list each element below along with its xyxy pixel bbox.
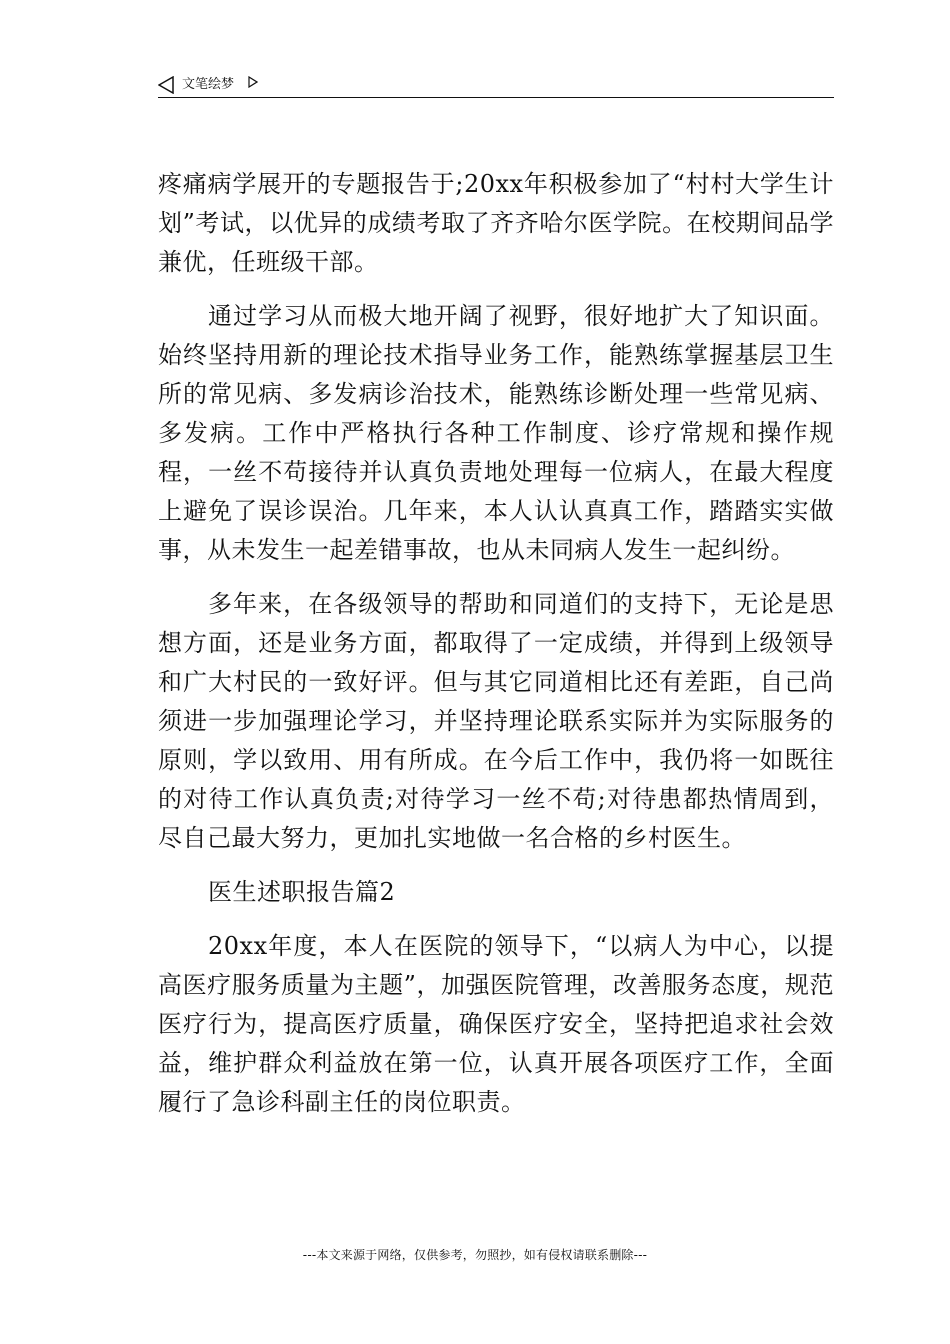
paragraph-3: 多年来，在各级领导的帮助和同道们的支持下，无论是思想方面，还是业务方面，都取得了一定成绩，并得到上级领导和广大村民的一致好评。但与其它同道相比还有差距，自己尚须进一步加强理论学习，并坚持理论联系实际并为实际服务的原则，学以致用、用有所成。在今后工作中，我仍将一如既往的对待工作认真负责;对待学习一丝不苟;对待患都热情周到，尽自己最大努力，更加扎实地做一名合格的乡村医生。 — [158, 590, 834, 852]
page-footer-disclaimer: ---本文来源于网络，仅供参考，勿照抄，如有侵权请联系删除--- — [302, 1248, 648, 1262]
section-heading: 医生述职报告篇2 — [208, 878, 396, 906]
page-header — [158, 74, 834, 98]
header-title: 文笔绘梦 — [182, 77, 235, 92]
header-divider — [158, 97, 834, 98]
paragraph-2: 通过学习从而极大地开阔了视野，很好地扩大了知识面。始终坚持用新的理论技术指导业务工作，能熟练掌握基层卫生所的常见病、多发病诊治技术，能熟练诊断处理一些常见病、多发病。工作中严格执行各种工作制度、诊疗常规和操作规程，一丝不苟接待并认真负责地处理每一位病人，在最大程度上避免了误诊误治。几年来，本人认认真真工作，踏踏实实做事，从未发生一起差错事故，也从未同病人发生一起纠纷。 — [158, 302, 834, 564]
left-triangle-icon — [158, 76, 174, 94]
paragraph-1: 疼痛病学展开的专题报告于;20xx年积极参加了“村村大学生计划”考试，以优异的成绩考取了齐齐哈尔医学院。在校期间品学兼优，任班级干部。 — [158, 170, 834, 276]
document-body — [158, 165, 834, 1122]
right-triangle-icon — [248, 76, 258, 88]
paragraph-4: 20xx年度，本人在医院的领导下，“以病人为中心，以提高医疗服务质量为主题”，加强医院管理，改善服务态度，规范医疗行为，提高医疗质量，确保医疗安全，坚持把追求社会效益，维护群众利益放在第一位，认真开展各项医疗工作，全面履行了急诊科副主任的岗位职责。 — [158, 932, 834, 1116]
